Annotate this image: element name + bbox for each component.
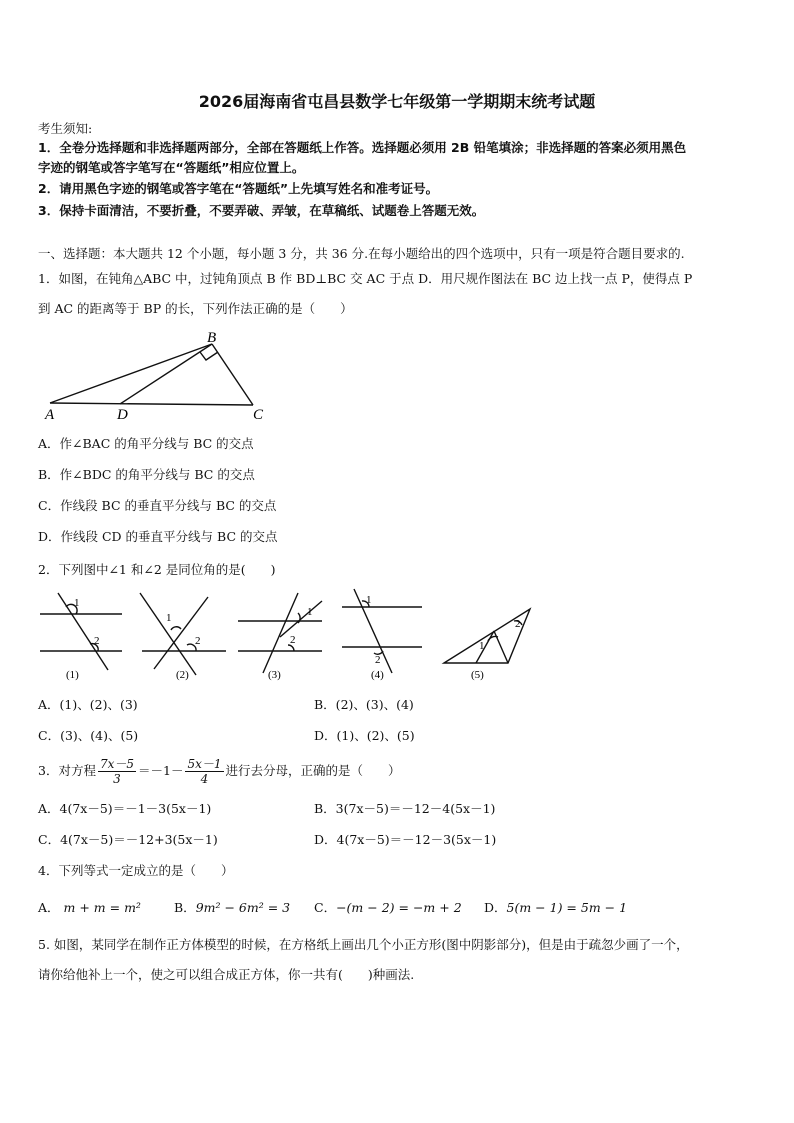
q1-triangle-figure	[40, 330, 280, 422]
q2-option-b: B．(2)、(3)、(4)	[314, 697, 414, 712]
q2-fig1-angle2: 2	[94, 635, 100, 647]
q2-figures	[36, 585, 536, 685]
q2-caption-1: (1)	[66, 669, 79, 681]
q3-option-d: D．4(7x－5)＝－12－3(5x－1)	[314, 832, 497, 847]
q2-fig5-angle2: 2	[515, 618, 521, 630]
q3-option-c: C．4(7x－5)＝－12+3(5x－1)	[38, 832, 218, 847]
q1-label-a: A	[45, 407, 55, 422]
q2-caption-3: (3)	[268, 669, 281, 681]
q3-option-a: A．4(7x－5)＝－1－3(5x－1)	[38, 801, 212, 816]
q4-option-c	[314, 900, 462, 916]
q4-option-d	[484, 900, 627, 916]
q3-frac1-numerator: 7x－5	[99, 757, 134, 771]
q2-option-a: A．(1)、(2)、(3)	[38, 697, 138, 712]
q3-stem	[38, 756, 401, 786]
q4-option-c-label: C．	[314, 900, 337, 915]
q1-option-d: D．作线段 CD 的垂直平分线与 BC 的交点	[38, 529, 278, 544]
q1-label-c: C	[253, 407, 264, 422]
q4-option-b-expr: 9m² − 6m² = 3	[195, 900, 291, 915]
q4-option-a	[38, 900, 141, 916]
q2-fig4-angle2: 2	[375, 654, 381, 666]
q4-stem: 4．下列等式一定成立的是（ ）	[38, 863, 234, 878]
q4-option-d-expr: 5(m − 1) = 5m − 1	[506, 900, 628, 915]
notice-line-1a: 1．全卷分选择题和非选择题两部分，全部在答题纸上作答。选择题必须用 2B 铅笔填涂；非选择题的答案必须用黑色	[38, 140, 687, 155]
q3-stem-post: 进行去分母，正确的是（ ）	[225, 763, 401, 778]
q4-option-b	[174, 900, 290, 916]
q2-fig2-angle2: 2	[195, 635, 201, 647]
q4-option-a-expr: m + m = m²	[63, 900, 141, 915]
q1-label-b: B	[207, 330, 217, 346]
q3-frac2-denominator: 4	[200, 772, 209, 786]
notice-line-3: 3．保持卡面清洁，不要折叠，不要弄破、弄皱，在草稿纸、试题卷上答题无效。	[38, 203, 485, 218]
q1-label-d: D	[117, 407, 128, 422]
notice-heading: 考生须知:	[38, 121, 93, 136]
q2-caption-2: (2)	[176, 669, 189, 681]
q2-stem: 2．下列图中∠1 和∠2 是同位角的是( )	[38, 562, 276, 577]
section-heading: 一、选择题：本大题共 12 个小题，每小题 3 分，共 36 分.在每小题给出的四个选项中，只有一项是符合题目要求的.	[38, 246, 685, 261]
notice-line-1b: 字迹的钢笔或答字笔写在“答题纸”相应位置上。	[38, 160, 305, 175]
q4-option-a-label: A．	[38, 900, 60, 915]
q2-fig1-angle1: 1	[74, 597, 80, 609]
q1-option-b: B．作∠BDC 的角平分线与 BC 的交点	[38, 467, 255, 482]
q4-option-b-label: B．	[174, 900, 196, 915]
q2-option-c: C．(3)、(4)、(5)	[38, 728, 139, 743]
q2-fig2-angle1: 1	[166, 612, 172, 624]
q3-frac2-numerator: 5x－1	[187, 757, 222, 771]
q2-caption-4: (4)	[371, 669, 384, 681]
q3-frac1-denominator: 3	[113, 772, 121, 786]
q3-stem-pre: 3．对方程	[38, 763, 96, 778]
notice-line-2: 2．请用黑色字迹的钢笔或答字笔在“答题纸”上先填写姓名和准考证号。	[38, 181, 439, 196]
q2-fig3-angle1: 1	[307, 606, 313, 618]
q4-option-d-label: D．	[484, 900, 507, 915]
q3-fraction-2	[185, 757, 223, 786]
q2-fig3-angle2: 2	[290, 634, 296, 646]
q2-fig5-angle1: 1	[479, 640, 485, 652]
page-title: 2026届海南省屯昌县数学七年级第一学期期末统考试题	[198, 92, 596, 111]
q5-stem-b: 请你给他补上一个，使之可以组合成正方体，你一共有( )种画法.	[38, 967, 415, 982]
q1-option-c: C．作线段 BC 的垂直平分线与 BC 的交点	[38, 498, 277, 513]
q1-stem-b: 到 AC 的距离等于 BP 的长，下列作法正确的是（ ）	[38, 301, 353, 316]
q3-stem-mid: ＝－1－	[138, 763, 184, 778]
q1-stem-a: 1．如图，在钝角△ABC 中，过钝角顶点 B 作 BD⊥BC 交 AC 于点 D．用尺规作图法在 BC 边上找一点 P，使得点 P	[38, 271, 693, 286]
q2-fig4-angle1: 1	[366, 594, 372, 606]
q3-option-b: B．3(7x－5)＝－12－4(5x－1)	[314, 801, 496, 816]
q2-option-d: D．(1)、(2)、(5)	[314, 728, 415, 743]
q2-caption-5: (5)	[471, 669, 484, 681]
q1-option-a: A．作∠BAC 的角平分线与 BC 的交点	[38, 436, 254, 451]
q3-fraction-1	[98, 757, 136, 786]
q5-stem-a: 5. 如图，某同学在制作正方体模型的时候，在方格纸上画出几个小正方形(图中阴影部分)，但是由于疏忽少画了一个，	[38, 937, 689, 952]
q4-option-c-expr: −(m − 2) = −m + 2	[336, 900, 462, 915]
